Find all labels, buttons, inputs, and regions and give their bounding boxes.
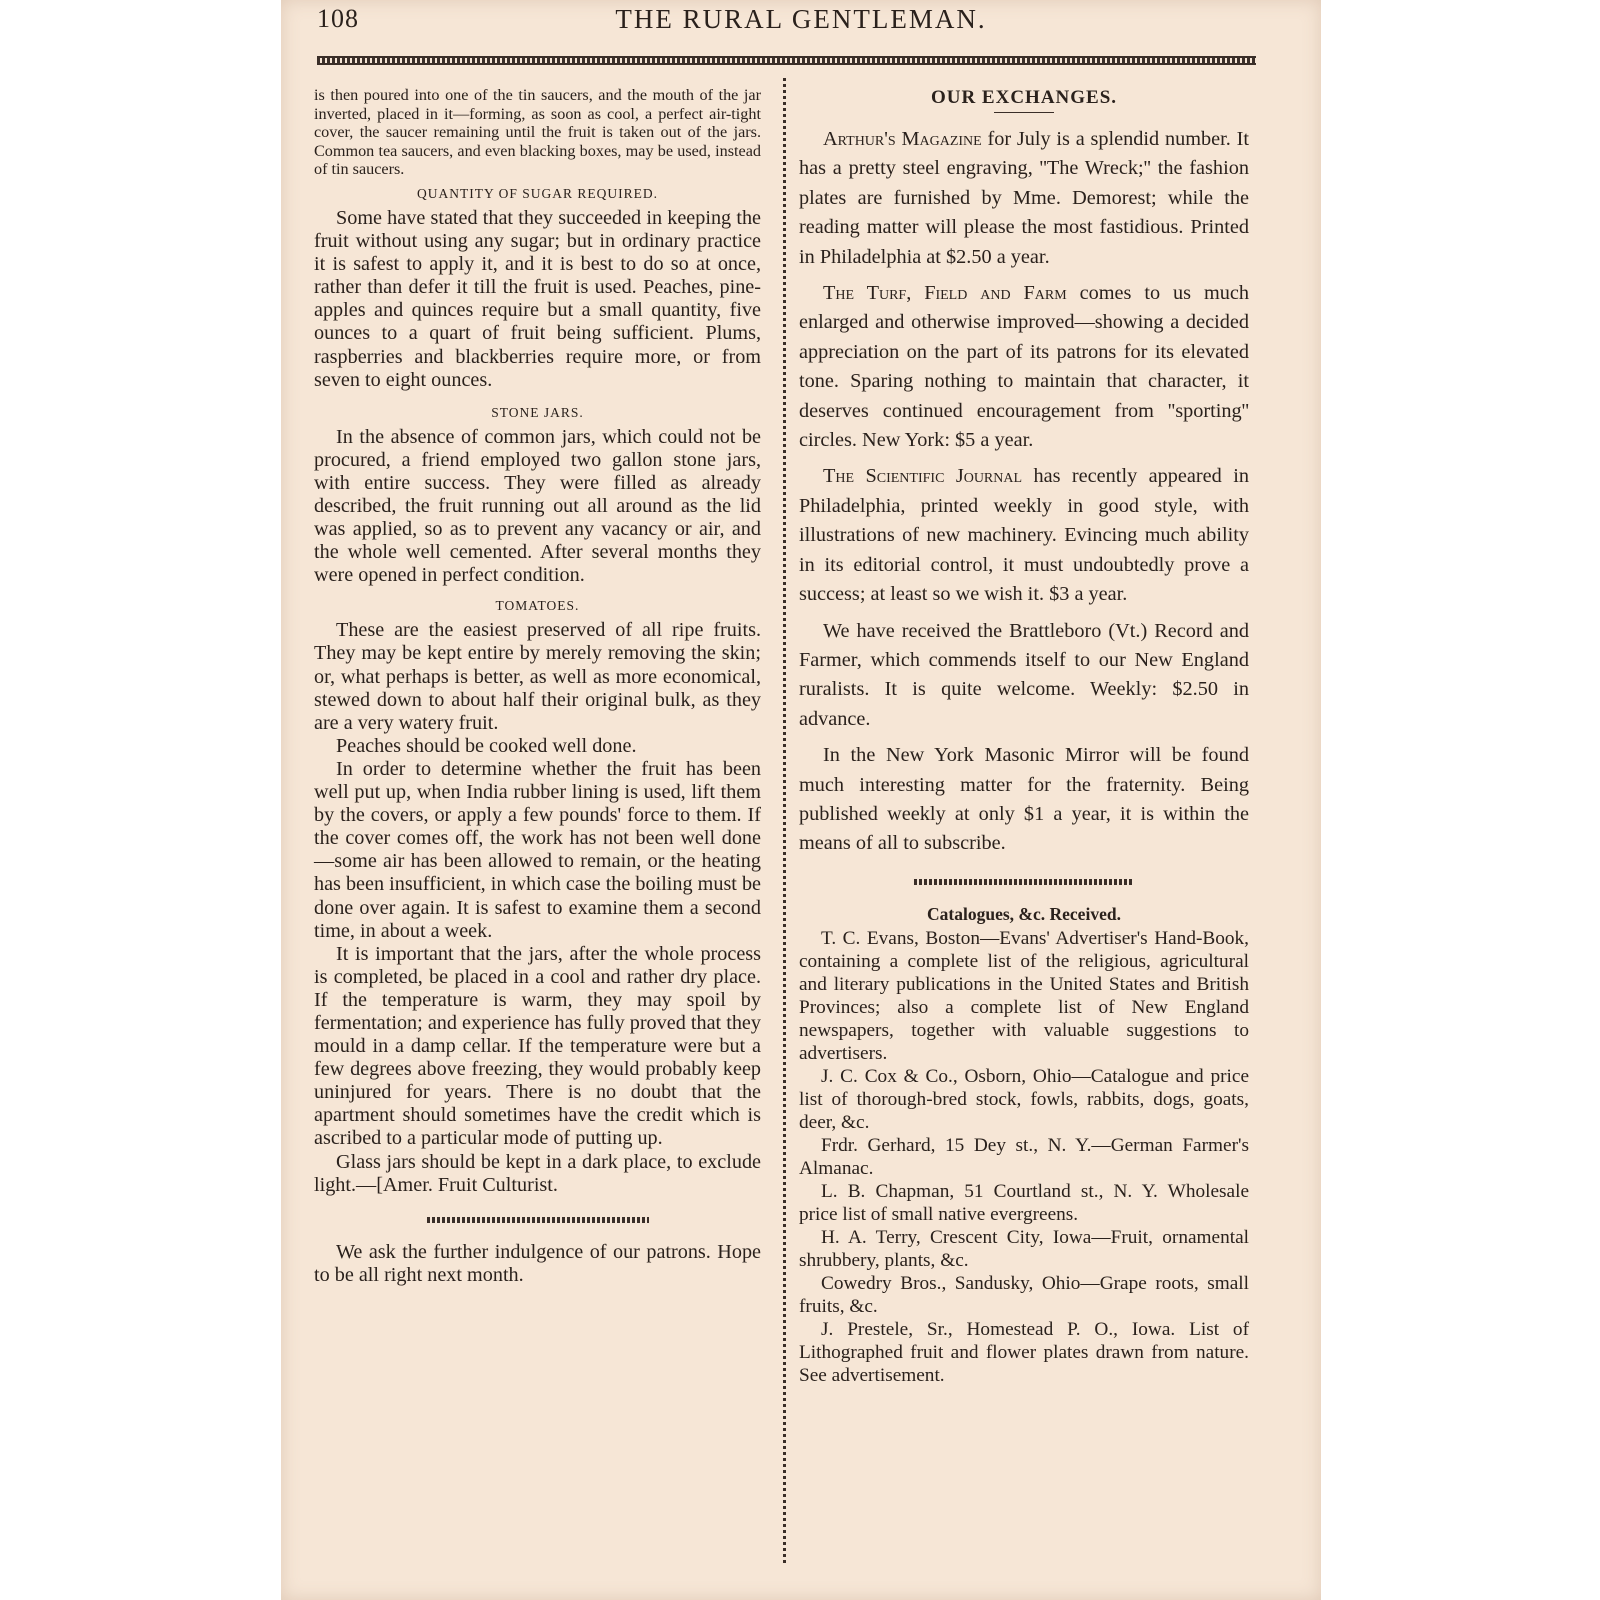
newspaper-page bbox=[281, 0, 1321, 1600]
page-number: 108 bbox=[317, 4, 359, 33]
exchange-masonic-mirror: In the New York Masonic Mirror will be found much interesting matter for the fraternity. Being published weekly at only $1 a year, it is within the means of all to subscribe. bbox=[799, 744, 1249, 855]
paragraph-stone-jars: In the absence of common jars, which could not be procured, a friend employed two gallon stone jars, with entire success. They were filled as already described, the fruit running out all around as the lid was applied, so as to prevent any vacancy or air, and the whole well cemented. After several months they were opened in perfect condition. bbox=[314, 425, 761, 587]
running-title: THE RURAL GENTLEMAN. bbox=[615, 4, 987, 34]
publication-name: Arthur's Magazine bbox=[823, 128, 982, 150]
heading-rule bbox=[994, 112, 1054, 113]
heading-stone-jars: STONE JARS. bbox=[491, 404, 584, 420]
catalogue-entry: H. A. Terry, Crescent City, Iowa—Fruit, ornamental shrubbery, plants, &c. bbox=[799, 1226, 1249, 1271]
paragraph-peaches: Peaches should be cooked well done. bbox=[336, 734, 637, 757]
exchange-scientific-journal: The Scientific Journal has recently appeared in Philadelphia, printed weekly in good style, with illustrations of new machinery. Evincing much ability in its editorial control, it must undoubtedly prove a success; at least so we wish it. $3 a year. bbox=[799, 465, 1249, 606]
heading-our-exchanges: OUR EXCHANGES. bbox=[930, 87, 1118, 108]
paragraph-tomatoes: These are the easiest preserved of all ripe fruits. They may be kept entire by merely removing the skin; or, what perhaps is better, as well as more economical, stewed down to about half their original bulk, as they are a very watery fruit. bbox=[314, 619, 761, 734]
left-column bbox=[314, 86, 761, 1287]
catalogue-entry: Cowedry Bros., Sandusky, Ohio—Grape roots, small fruits, &c. bbox=[799, 1272, 1249, 1317]
heading-sugar: QUANTITY OF SUGAR REQUIRED. bbox=[417, 185, 658, 201]
catalogue-entry: Frdr. Gerhard, 15 Dey st., N. Y.—German Farmer's Almanac. bbox=[799, 1134, 1249, 1179]
catalogue-entry: J. Prestele, Sr., Homestead P. O., Iowa. List of Lithographed fruit and flower plates drawn from nature. See advertisement. bbox=[799, 1318, 1249, 1386]
catalogue-entry: J. C. Cox & Co., Osborn, Ohio—Catalogue and price list of thorough-bred stock, fowls, rabbits, dogs, goats, deer, &c. bbox=[799, 1065, 1249, 1133]
publication-name: The Turf, Field and Farm bbox=[823, 282, 1067, 305]
section-ornament bbox=[427, 1217, 649, 1223]
exchange-turf-field-farm: The Turf, Field and Farm comes to us much enlarged and otherwise improved—showing a decided appreciation on the part of its patrons for its elevated tone. Sparing nothing to maintain that character, it deserves continued encouragement from ''sporting'' circles. New York: $5 a year. bbox=[799, 282, 1249, 452]
paragraph-important: It is important that the jars, after the whole process is completed, be placed in a cool and rather dry place. If the temperature is warm, they may spoil by fermentation; and experience has fully proved that they mould in a damp cellar. If the temperature were but a few degrees above freezing, they would probably keep uninjured for years. There is no doubt that the apartment should sometimes have the credit which is ascribed to a particular mode of putting up. bbox=[314, 942, 761, 1150]
paragraph-glass-jars: Glass jars should be kept in a dark place, to exclude light.—[Amer. Fruit Culturist. bbox=[314, 1150, 761, 1196]
paragraph-determine: In order to determine whether the fruit has been well put up, when India rubber lining is used, lift them by the covers, or apply a few pounds' force to them. If the cover comes off, the work has not been well done—some air has been allowed to remain, or the heating has been insufficient, in which case the boiling must be done over again. It is safest to examine them a second time, in about a week. bbox=[314, 757, 762, 942]
section-ornament bbox=[914, 879, 1134, 885]
column-divider bbox=[783, 78, 786, 1564]
catalogue-entry: L. B. Chapman, 51 Courtland st., N. Y. Wholesale price list of small native evergreens. bbox=[799, 1180, 1249, 1225]
right-column bbox=[799, 86, 1249, 1387]
paragraph-intro: is then poured into one of the tin saucers, and the mouth of the jar inverted, placed in it—forming, as soon as cool, a perfect air-tight cover, the saucer remaining until the fruit is taken out of the jars. Common tea saucers, and even blacking boxes, may be used, instead of tin saucers. bbox=[314, 86, 761, 179]
exchange-brattleboro: We have received the Brattleboro (Vt.) Record and Farmer, which commends itself to our New England ruralists. It is quite welcome. Weekly: $2.50 in advance. bbox=[799, 619, 1249, 730]
heading-catalogues: Catalogues, &c. Received. bbox=[927, 903, 1121, 924]
publication-name: The Scientific Journal bbox=[823, 465, 1023, 488]
paragraph-indulgence: We ask the further indulgence of our patrons. Hope to be all right next month. bbox=[314, 1240, 761, 1286]
header-rule bbox=[317, 56, 1256, 65]
catalogue-entry: T. C. Evans, Boston—Evans' Advertiser's Hand-Book, containing a complete list of the religious, agricultural and literary publications in the United States and British Provinces; also a complete list of New England newspapers, together with valuable suggestions to advertisers. bbox=[799, 927, 1249, 1064]
heading-tomatoes: TOMATOES. bbox=[495, 598, 580, 614]
exchange-arthurs-magazine: Arthur's Magazine for July is a splendid number. It has a pretty steel engraving, ''The Wreck;'' the fashion plates are furnished by Mme. Demorest; while the reading matter will please the most fastidious. Printed in Philadelphia at $2.50 a year. bbox=[799, 128, 1249, 268]
paragraph-sugar: Some have stated that they succeeded in keeping the fruit without using any sugar; but in ordinary practice it is safest to apply it, and it is best to do so at once, rather than defer it till the fruit is used. Peaches, pine-apples and quinces require but a small quantity, five ounces to a quart of fruit being sufficient. Plums, raspberries and blackberries require more, or from seven to eight ounces. bbox=[314, 206, 761, 391]
